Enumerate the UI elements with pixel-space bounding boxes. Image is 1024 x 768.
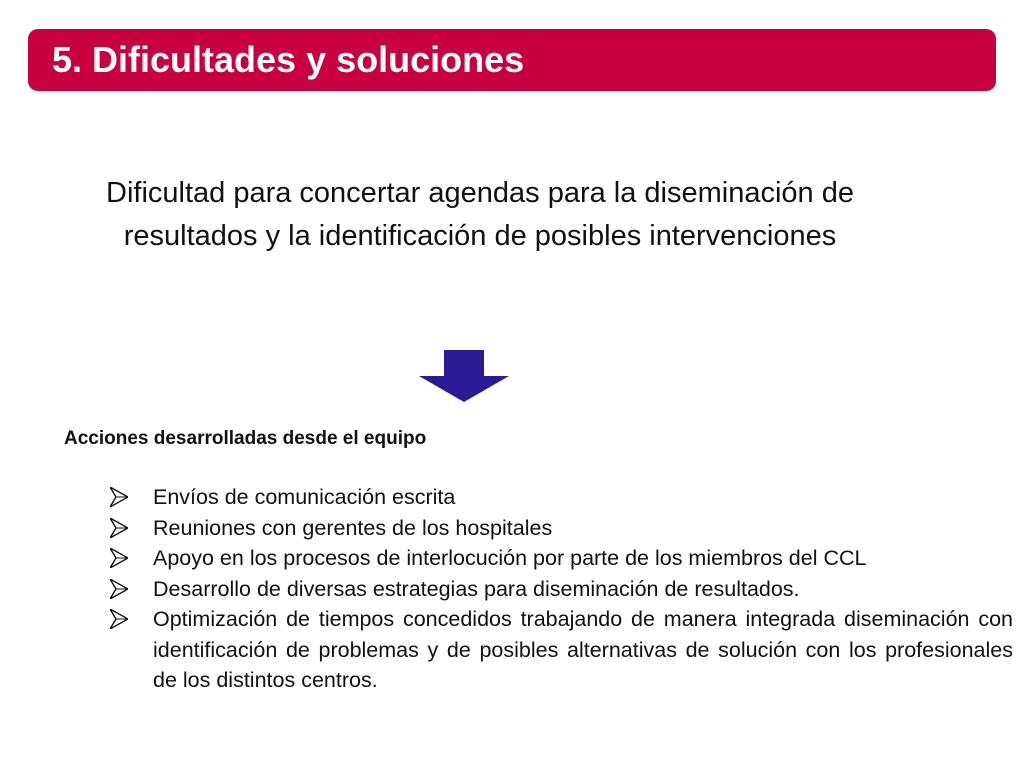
list-item [110,482,1013,513]
actions-heading: Acciones desarrolladas desde el equipo [64,428,427,449]
list-item [110,513,1013,544]
list-item-text: Optimización de tiempos concedidos trabajando de manera integrada diseminación con identificación de problemas y de posibles alternativas de solución con los profesionales de los distintos centros. [153,607,1013,692]
list-item [110,604,1013,696]
list-item-text: Desarrollo de diversas estrategias para diseminación de resultados. [153,576,800,601]
page-title: 5. Dificultades y soluciones [52,39,525,80]
title-bar [28,29,996,91]
list-item [110,574,1013,605]
actions-list [110,482,1013,696]
list-item-text: Apoyo en los procesos de interlocución por parte de los miembros del CCL [153,546,867,570]
problem-statement: Dificultad para concertar agendas para la diseminación de resultados y la identificación de posibles intervenciones [106,177,854,252]
arrow-bullet-icon [110,487,128,507]
arrow-down-icon [419,350,509,402]
arrow-bullet-icon [110,548,128,568]
list-item [110,543,1013,574]
list-item-text: Envíos de comunicación escrita [153,485,456,509]
arrow-bullet-icon [110,518,128,538]
list-item-text: Reuniones con gerentes de los hospitales [153,515,553,540]
arrow-bullet-icon [110,609,128,629]
arrow-bullet-icon [110,579,128,599]
